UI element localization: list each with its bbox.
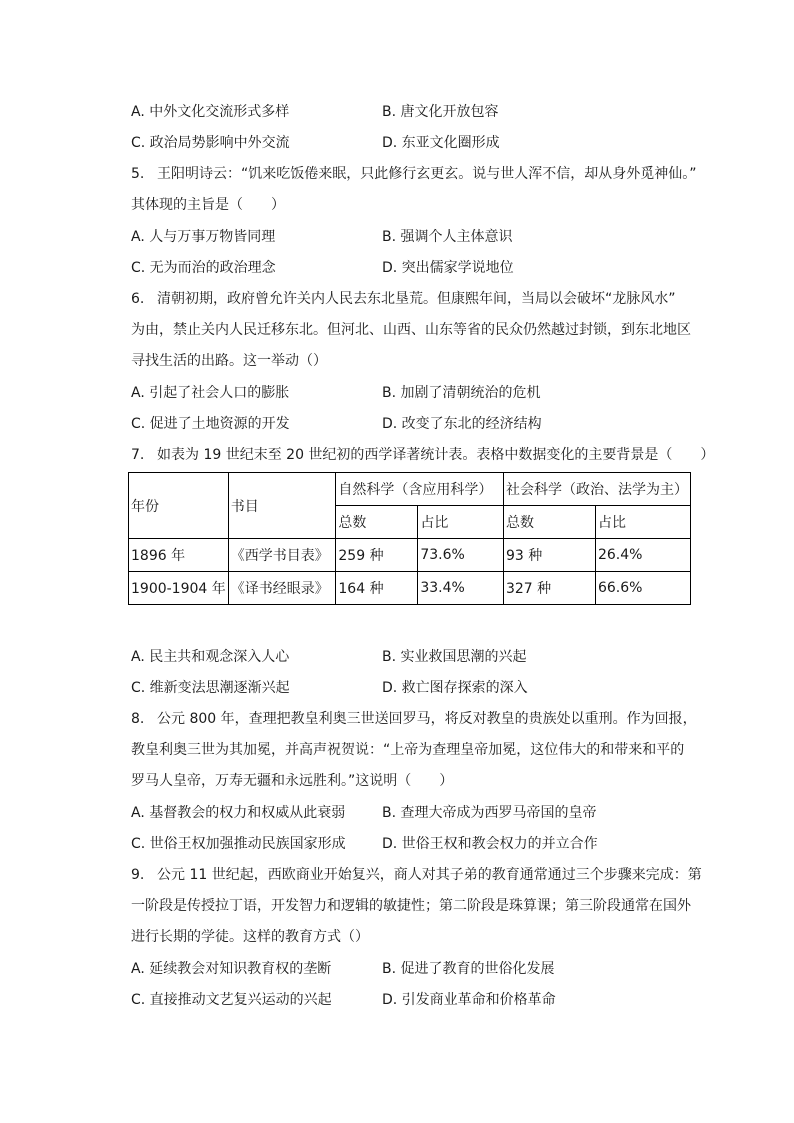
cell-soc-total: 93 种 bbox=[503, 539, 595, 572]
q5-option-a[interactable]: A. 人与万事万物皆同理 bbox=[131, 229, 276, 245]
q6-option-b[interactable]: B. 加剧了清朝统治的危机 bbox=[382, 385, 541, 401]
q6-stem-text-1: 清朝初期，政府曾允许关内人民去东北垦荒。但康熙年间，当局以会破坏“龙脉风水” bbox=[157, 291, 676, 307]
q4-options-row-1 bbox=[131, 102, 731, 122]
q4-option-d[interactable]: D. 东亚文化圈形成 bbox=[382, 135, 500, 151]
q6-option-d[interactable]: D. 改变了东北的经济结构 bbox=[382, 416, 542, 432]
q6-number: 6. bbox=[131, 291, 145, 307]
q5-option-c[interactable]: C. 无为而治的政治理念 bbox=[131, 260, 276, 276]
translation-stats-table bbox=[128, 472, 691, 605]
q9-option-d[interactable]: D. 引发商业革命和价格革命 bbox=[382, 992, 556, 1008]
q9-stem-line-3: 进行长期的学徒。这样的教育方式（） bbox=[131, 929, 369, 945]
q9-option-a[interactable]: A. 延续教会对知识教育权的垄断 bbox=[131, 961, 332, 977]
q4-options-row-2 bbox=[131, 133, 731, 153]
q7-option-a[interactable]: A. 民主共和观念深入人心 bbox=[131, 649, 290, 665]
q6-stem-line-3: 寻找生活的出路。这一举动（） bbox=[131, 353, 327, 369]
cell-book: 《西学书目表》 bbox=[228, 539, 336, 572]
cell-year: 1896 年 bbox=[129, 539, 229, 572]
q9-options-row-1 bbox=[131, 959, 731, 979]
q7-option-d[interactable]: D. 救亡图存探索的深入 bbox=[382, 680, 528, 696]
q6-options-row-2 bbox=[131, 414, 731, 434]
header-book: 书目 bbox=[228, 473, 336, 539]
q8-stem-line-2: 教皇利奥三世为其加冕，并高声祝贺说：“上帝为查理皇帝加冕，这位伟大的和带来和平的 bbox=[131, 742, 685, 758]
q7-option-c[interactable]: C. 维新变法思潮逐渐兴起 bbox=[131, 680, 290, 696]
q7-options-row-2 bbox=[131, 678, 731, 698]
q5-option-d[interactable]: D. 突出儒家学说地位 bbox=[382, 260, 514, 276]
q7-number: 7. bbox=[131, 447, 145, 463]
table-row bbox=[129, 539, 691, 572]
q4-option-c[interactable]: C. 政治局势影响中外交流 bbox=[131, 135, 290, 151]
q9-number: 9. bbox=[131, 867, 145, 883]
q6-options-row-1 bbox=[131, 383, 731, 403]
q8-option-b[interactable]: B. 查理大帝成为西罗马帝国的皇帝 bbox=[382, 805, 597, 821]
q6-stem-line-2: 为由，禁止关内人民迁移东北。但河北、山西、山东等省的民众仍然越过封锁，到东北地区 bbox=[131, 322, 691, 338]
q8-stem-text-1: 公元 800 年，查理把教皇利奥三世送回罗马，将反对教皇的贵族处以重刑。作为回报， bbox=[157, 711, 697, 727]
cell-soc-ratio: 66.6% bbox=[595, 572, 690, 605]
q9-options-row-2 bbox=[131, 990, 731, 1010]
q9-option-c[interactable]: C. 直接推动文艺复兴运动的兴起 bbox=[131, 992, 332, 1008]
cell-soc-ratio: 26.4% bbox=[595, 539, 690, 572]
q5-options-row-2 bbox=[131, 258, 731, 278]
q8-stem-line-1 bbox=[131, 709, 697, 729]
q9-stem-text-1: 公元 11 世纪起，西欧商业开始复兴，商人对其子弟的教育通常通过三个步骤来完成：第 bbox=[157, 867, 702, 883]
table-header-row-1 bbox=[129, 473, 691, 506]
q7-option-b[interactable]: B. 实业救国思潮的兴起 bbox=[382, 649, 527, 665]
header-nat-total: 总数 bbox=[336, 506, 418, 539]
q8-option-a[interactable]: A. 基督教会的权力和权威从此衰弱 bbox=[131, 805, 346, 821]
cell-year: 1900-1904 年 bbox=[129, 572, 229, 605]
cell-nat-ratio: 73.6% bbox=[418, 539, 504, 572]
table-row bbox=[129, 572, 691, 605]
cell-nat-ratio: 33.4% bbox=[418, 572, 504, 605]
header-social-science: 社会科学（政治、法学为主） bbox=[503, 473, 690, 506]
header-nat-ratio: 占比 bbox=[418, 506, 504, 539]
q5-stem-line-1 bbox=[131, 164, 697, 184]
q9-stem-line-2: 一阶段是传授拉丁语，开发智力和逻辑的敏捷性；第二阶段是珠算课；第三阶段通常在国外 bbox=[131, 898, 691, 914]
q4-option-a[interactable]: A. 中外文化交流形式多样 bbox=[131, 104, 290, 120]
q6-option-a[interactable]: A. 引起了社会人口的膨胀 bbox=[131, 385, 290, 401]
q5-options-row-1 bbox=[131, 227, 731, 247]
q7-options-row-1 bbox=[131, 647, 731, 667]
cell-nat-total: 164 种 bbox=[336, 572, 418, 605]
q7-stem-line-1 bbox=[131, 445, 714, 465]
q8-options-row-2 bbox=[131, 834, 731, 854]
q7-stem-text-1: 如表为 19 世纪末至 20 世纪初的西学译著统计表。表格中数据变化的主要背景是（ ） bbox=[157, 447, 715, 463]
q5-stem-text-1: 王阳明诗云：“饥来吃饭倦来眠，只此修行玄更玄。说与世人浑不信，却从身外觅神仙。” bbox=[157, 166, 697, 182]
q8-option-d[interactable]: D. 世俗王权和教会权力的并立合作 bbox=[382, 836, 598, 852]
q8-number: 8. bbox=[131, 711, 145, 727]
cell-nat-total: 259 种 bbox=[336, 539, 418, 572]
cell-soc-total: 327 种 bbox=[503, 572, 595, 605]
q8-options-row-1 bbox=[131, 803, 731, 823]
cell-book: 《译书经眼录》 bbox=[228, 572, 336, 605]
q8-option-c[interactable]: C. 世俗王权加强推动民族国家形成 bbox=[131, 836, 346, 852]
header-soc-ratio: 占比 bbox=[595, 506, 690, 539]
header-natural-science: 自然科学（含应用科学） bbox=[336, 473, 504, 506]
header-soc-total: 总数 bbox=[503, 506, 595, 539]
q5-option-b[interactable]: B. 强调个人主体意识 bbox=[382, 229, 513, 245]
q5-number: 5. bbox=[131, 166, 145, 182]
q4-option-b[interactable]: B. 唐文化开放包容 bbox=[382, 104, 499, 120]
header-year: 年份 bbox=[129, 473, 229, 539]
q9-stem-line-1 bbox=[131, 865, 702, 885]
q8-stem-line-3: 罗马人皇帝，万寿无疆和永远胜利。”这说明（ ） bbox=[131, 773, 454, 789]
q9-option-b[interactable]: B. 促进了教育的世俗化发展 bbox=[382, 961, 555, 977]
q6-option-c[interactable]: C. 促进了土地资源的开发 bbox=[131, 416, 290, 432]
q6-stem-line-1 bbox=[131, 289, 676, 309]
q5-stem-line-2: 其体现的主旨是（ ） bbox=[131, 197, 285, 213]
